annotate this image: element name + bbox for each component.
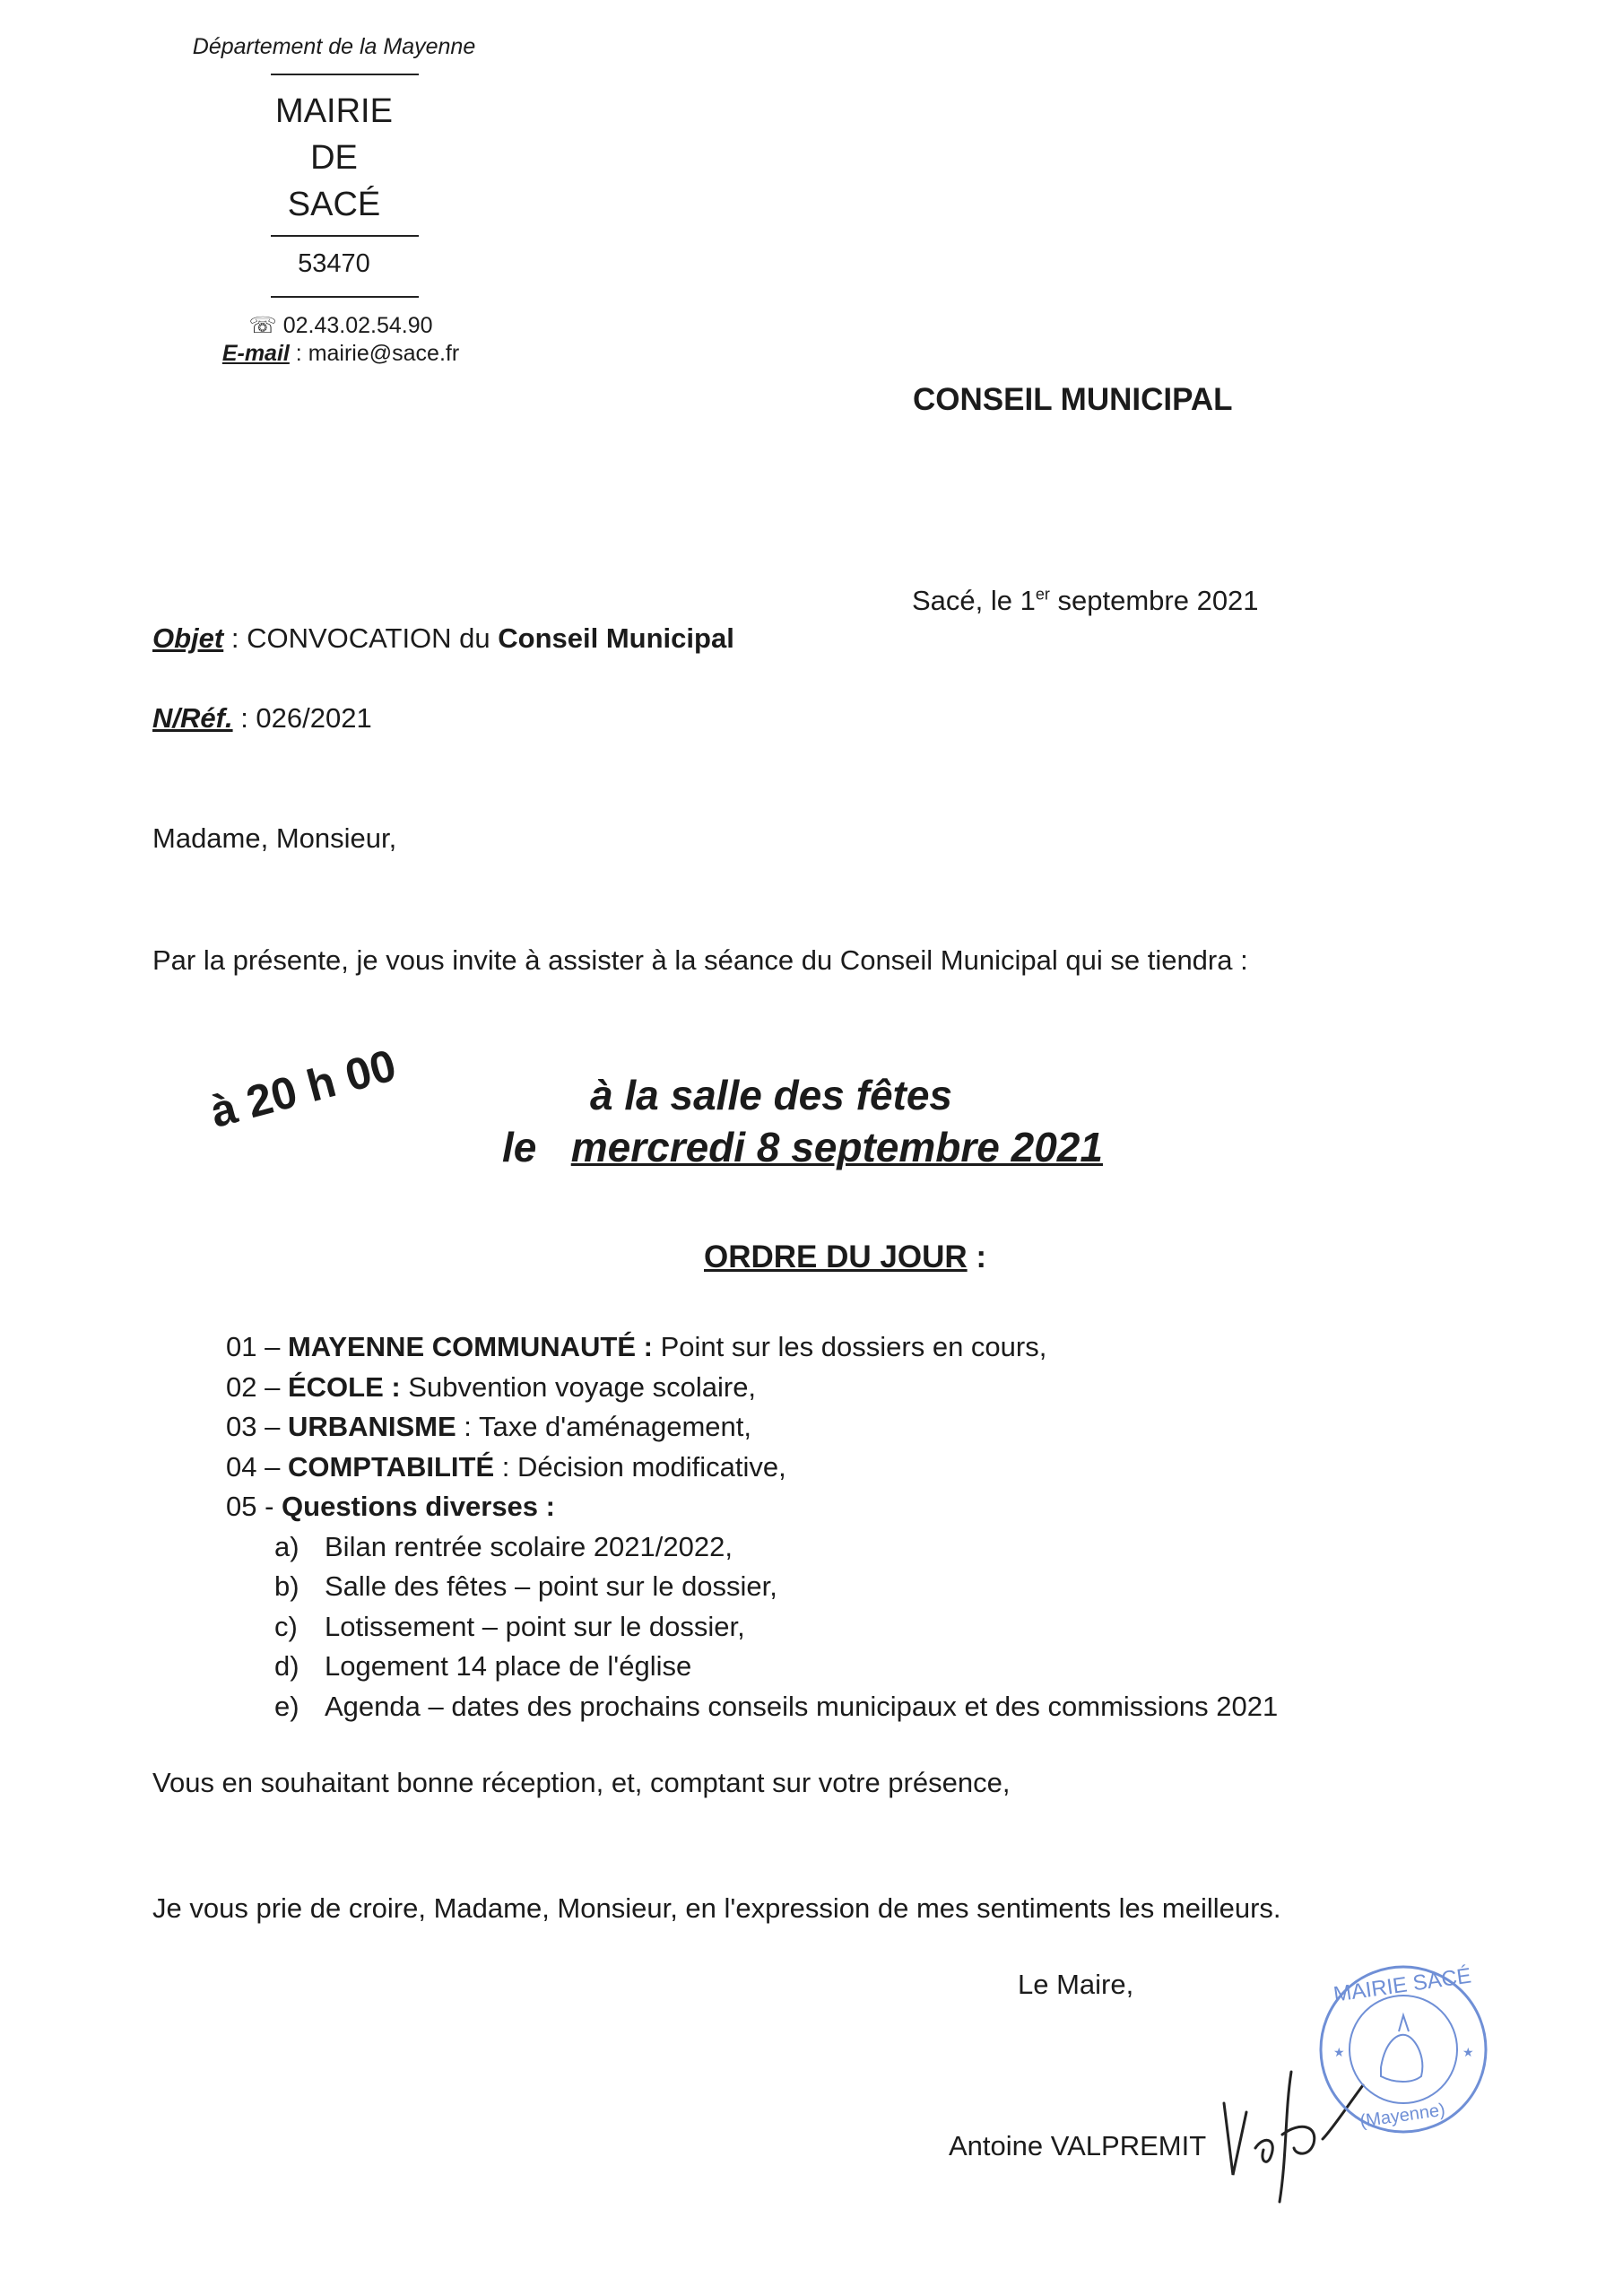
sub-item [226, 1607, 1278, 1648]
objet-label: Objet [152, 622, 224, 654]
departement-label: Département de la Mayenne [192, 34, 476, 59]
sub-item-letter: b) [274, 1570, 299, 1602]
agenda-item [226, 1487, 1278, 1527]
sub-item-letter: d) [274, 1650, 299, 1682]
objet-line [152, 622, 734, 655]
header-divider [271, 296, 419, 298]
sub-item-text: Bilan rentrée scolaire 2021/2022, [325, 1530, 733, 1562]
item-topic: URBANISME [287, 1411, 456, 1442]
agenda-item [226, 1407, 1278, 1448]
reference-line [152, 702, 372, 735]
phone-line [206, 312, 475, 339]
item-number: 01 – [226, 1331, 288, 1362]
item-topic: MAYENNE COMMUNAUTÉ : [287, 1331, 653, 1362]
meeting-day: mercredi 8 septembre 2021 [570, 1124, 1103, 1170]
agenda-list [226, 1327, 1278, 1726]
item-number: 02 – [226, 1370, 288, 1403]
meeting-date [502, 1123, 1103, 1171]
salutation: Madame, Monsieur, [152, 822, 397, 854]
sub-item-text: Logement 14 place de l'église [325, 1650, 692, 1682]
item-topic: ÉCOLE : [287, 1370, 401, 1403]
objet-bold: Conseil Municipal [498, 622, 734, 654]
signatory-title: Le Maire, [1018, 1969, 1134, 2000]
email-value: : mairie@sace.fr [289, 341, 460, 366]
sub-item-letter: c) [274, 1610, 298, 1642]
sub-item [226, 1527, 1278, 1568]
stamp-top-text: MAIRIE SACÉ [1332, 1963, 1473, 2007]
sub-item-letter: e) [274, 1690, 299, 1722]
email-label: E-mail [221, 341, 290, 366]
meeting-place: à la salle des fêtes [589, 1072, 953, 1118]
mairie-line-2: DE [310, 139, 358, 177]
meeting-day-prefix: le [502, 1124, 537, 1170]
item-text: Point sur les dossiers en cours, [652, 1331, 1047, 1362]
agenda-title-suffix: : [967, 1239, 987, 1274]
mairie-title [260, 88, 408, 228]
header-divider [271, 235, 419, 237]
sub-item [226, 1647, 1278, 1687]
date-line [912, 585, 1259, 617]
meeting-time: à 20 h 00 [204, 1039, 402, 1138]
document-title: CONSEIL MUNICIPAL [913, 382, 1233, 417]
date-prefix: Sacé, le 1 [912, 585, 1036, 616]
closing-line-1: Vous en souhaitant bonne réception, et, comptant sur votre présence, [152, 1767, 1011, 1798]
phone-number: 02.43.02.54.90 [282, 313, 433, 338]
sub-item-text: Agenda – dates des prochains conseils municipaux et des commissions 2021 [325, 1690, 1279, 1722]
sub-item-text: Salle des fêtes – point sur le dossier, [325, 1570, 777, 1602]
agenda-item [226, 1368, 1278, 1408]
agenda-item [226, 1327, 1278, 1368]
mairie-line-1: MAIRIE [275, 92, 393, 130]
item-number: 03 – [226, 1411, 288, 1442]
closing-line-2: Je vous prie de croire, Madame, Monsieur, en l'expression de mes sentiments les meilleurs. [152, 1892, 1281, 1924]
item-text: : Taxe d'aménagement, [456, 1411, 752, 1442]
date-superscript: er [1035, 585, 1050, 604]
item-topic: COMPTABILITÉ [287, 1450, 495, 1483]
item-number: 05 - [226, 1491, 282, 1522]
telephone-icon: ☏ [248, 313, 277, 338]
sub-item [226, 1687, 1278, 1727]
sub-item [226, 1567, 1278, 1607]
item-topic: Questions diverses : [282, 1491, 555, 1522]
reference-value: : 026/2021 [232, 702, 372, 734]
sub-item-text: Lotissement – point sur le dossier, [325, 1610, 745, 1642]
objet-text: : CONVOCATION du [223, 622, 499, 654]
item-text: : Décision modificative, [494, 1450, 786, 1483]
date-suffix: septembre 2021 [1049, 585, 1259, 616]
stamp-bottom-text: (Mayenne) [1358, 2100, 1447, 2132]
mairie-line-3: SACÉ [287, 186, 381, 223]
agenda-heading [704, 1239, 986, 1275]
postal-code: 53470 [298, 249, 370, 278]
item-text: Subvention voyage scolaire, [400, 1370, 757, 1403]
reference-label: N/Réf. [152, 702, 233, 734]
signatory-name: Antoine VALPREMIT [949, 2130, 1207, 2161]
stamp-star-icon: ★ [1333, 2045, 1345, 2059]
agenda-item [226, 1448, 1278, 1488]
sub-item-letter: a) [274, 1530, 299, 1562]
mairie-stamp [1314, 1960, 1493, 2139]
agenda-title: ORDRE DU JOUR [704, 1239, 968, 1274]
email-line [206, 341, 475, 367]
stamp-star-icon: ★ [1462, 2045, 1474, 2059]
intro-paragraph: Par la présente, je vous invite à assister à la séance du Conseil Municipal qui se tiendra : [152, 944, 1248, 976]
header-divider [271, 74, 419, 75]
item-number: 04 – [226, 1450, 288, 1483]
